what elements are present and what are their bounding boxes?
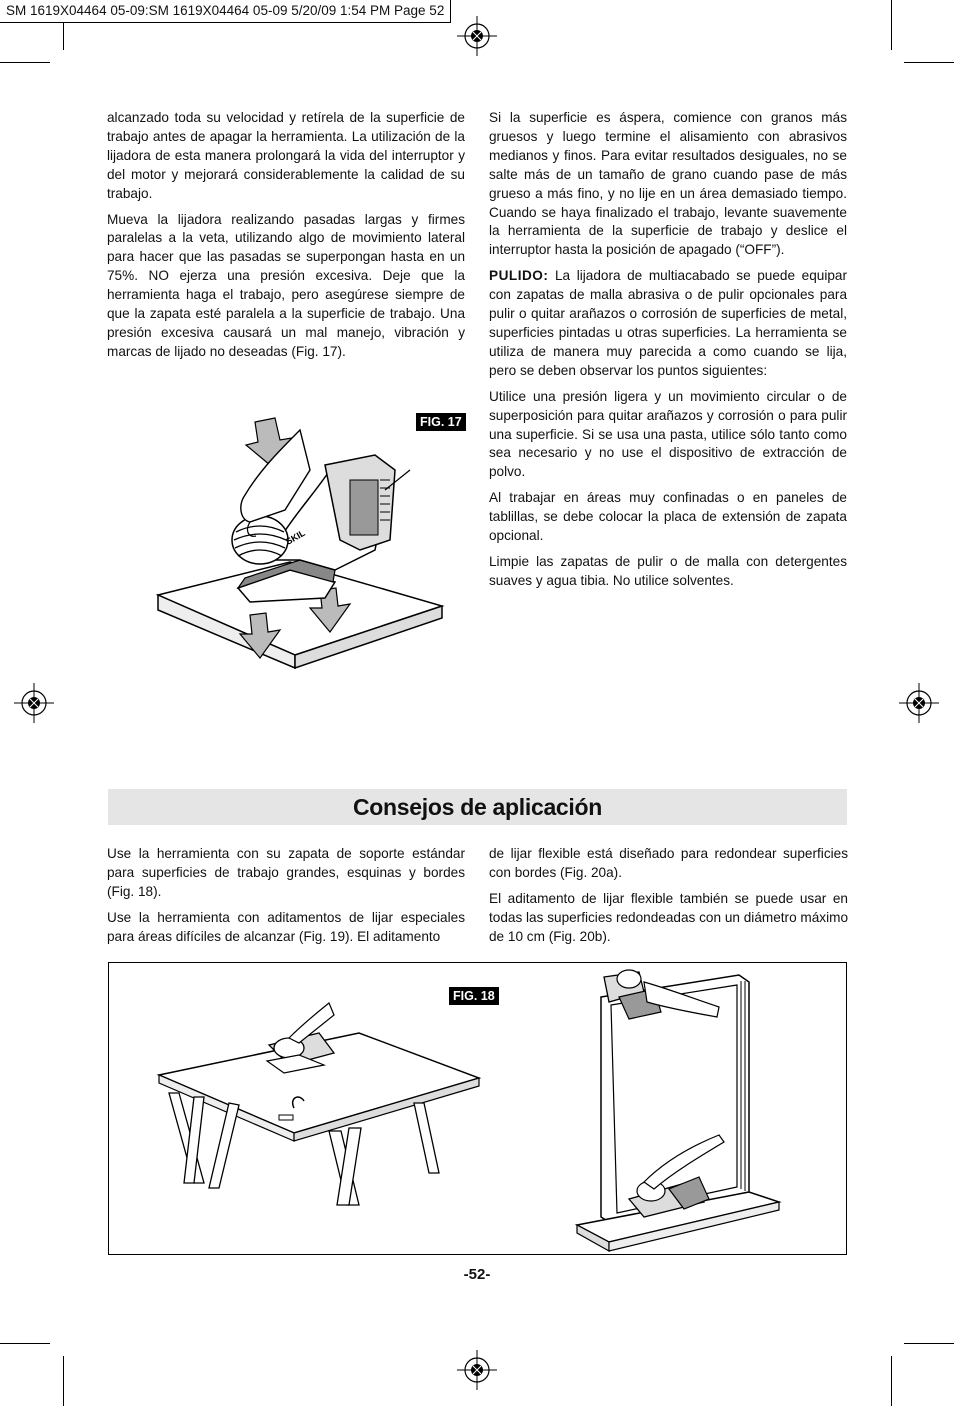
- fig-18-frame: [108, 962, 847, 1255]
- fig-17-label: FIG. 17: [416, 413, 466, 431]
- paragraph: alcanzado toda su velocidad y retírela de la superficie de trabajo antes de apagar la herramienta. La utilización de la lijadora de esta manera prolongará la vida del interruptor y del motor y mejorará considerablemente la calidad de su trabajo.: [107, 110, 465, 201]
- paragraph: Use la herramienta con aditamentos de lijar especiales para áreas difíciles de alcanzar (Fig. 19). El aditamento: [107, 909, 465, 944]
- fig-18-label: FIG. 18: [449, 987, 499, 1005]
- registration-mark-top-icon: [457, 16, 497, 56]
- right-column: [489, 109, 847, 598]
- section-title: Consejos de aplicación: [352, 794, 603, 820]
- crop-mark-br-h: [904, 1343, 954, 1344]
- paragraph: Al trabajar en áreas muy confinadas o en paneles de tablillas, se debe colocar la placa de extensión de zapata opcional.: [489, 490, 847, 544]
- fig-17-illustration: [150, 410, 450, 680]
- registration-mark-bottom-icon: [457, 1350, 497, 1390]
- crop-mark-tl-v: [63, 22, 64, 50]
- runin-heading: PULIDO:: [489, 268, 549, 284]
- paragraph: Utilice una presión ligera y un movimiento circular o de superposición para quitar arañazos y corrosión o para pulir una superficie. Si se usa una pasta, utilice sólo tanto como sea necesario y no use el dispositivo de extracción de polvo.: [489, 388, 847, 480]
- crop-mark-bl-v: [63, 1356, 64, 1406]
- crop-mark-br-v: [891, 1356, 892, 1406]
- paragraph-text: La lijadora de multiacabado se puede equipar con zapatas de malla abrasiva o de pulir opcionales para pulir o quitar arañazos o corrosión de superficies de metal, superficies pintadas u otras superficies. La herramienta se utiliza de manera muy parecida a como cuando se lija, pero se deben observar los puntos siguientes:: [489, 268, 847, 378]
- tool-brand-label: SKIL: [284, 527, 307, 547]
- crop-mark-bl-h: [0, 1343, 50, 1344]
- registration-mark-left-icon: [14, 683, 54, 723]
- printer-slug: SM 1619X04464 05-09:SM 1619X04464 05-09 5/20/09 1:54 PM Page 52: [0, 0, 451, 23]
- section-right-column: [489, 845, 848, 954]
- crop-mark-tr-h: [904, 62, 954, 63]
- paragraph: Si la superficie es áspera, comience con granos más gruesos y luego termine el alisamiento con abrasivos medianos y finos. Para evitar resultados desiguales, no se salte más de un tamaño de grano cuando pase de más grueso a más fino, y no lije en un área demasiado tiempo. Cuando se haya finalizado el trabajo, levante suavemente la herramienta de la superficie de trabajo y deslice el interruptor hasta la posición de apagado (“OFF”).: [489, 110, 847, 258]
- paragraph-pulido: [489, 267, 847, 380]
- paragraph: de lijar flexible está diseñado para redondear superficies con bordes (Fig. 20a).: [489, 846, 848, 880]
- paragraph: El aditamento de lijar flexible también se puede usar en todas las superficies redondeadas con un diámetro máximo de 10 cm (Fig. 20b).: [489, 890, 848, 944]
- fig-18-table-illustration: [149, 993, 489, 1223]
- section-header-bar: [108, 789, 847, 825]
- section-left-column: [107, 845, 465, 954]
- left-column: [107, 109, 465, 369]
- paragraph: Use la herramienta con su zapata de soporte estándar para superficies de trabajo grandes, esquinas y bordes (Fig. 18).: [107, 846, 465, 899]
- fig-18-window-illustration: [569, 967, 839, 1252]
- registration-mark-right-icon: [899, 683, 939, 723]
- crop-mark-tl-h: [0, 62, 50, 63]
- paragraph: Mueva la lijadora realizando pasadas largas y firmes paralelas a la veta, utilizando algo de movimiento lateral para hacer que las pasadas se superpongan hasta en un 75%. NO ejerza una presión excesiva. Deje que la herramienta haga el trabajo, pero asegúrese siempre de que la zapata esté paralela a la superficie de trabajo. Una presión excesiva causará un mal manejo, vibración y marcas de lijado no deseadas (Fig. 17).: [107, 211, 465, 359]
- page-number: -52-: [463, 1266, 491, 1283]
- paragraph: Limpie las zapatas de pulir o de malla con detergentes suaves y agua tibia. No utilice solventes.: [489, 553, 847, 588]
- crop-mark-tr-v: [891, 0, 892, 50]
